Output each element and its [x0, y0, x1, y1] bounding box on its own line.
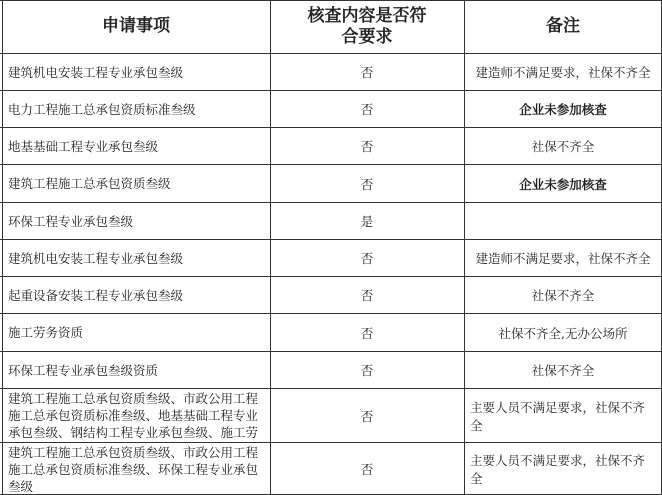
row-note: 社保不齐全	[531, 139, 595, 154]
row-item: 建筑工程施工总承包资质叁级、市政公用工程施工总承包资质标准叁级、环保工程专业承包叁级	[8, 445, 259, 494]
row-result: 否	[360, 288, 374, 303]
row-note: 社保不齐全	[531, 288, 595, 303]
row-note: 企业未参加核查	[519, 102, 607, 117]
table-row	[0, 389, 662, 443]
row-item: 地基基础工程专业承包叁级	[8, 138, 159, 154]
header-check-result: 核查内容是否符合要求	[307, 5, 427, 47]
row-note: 企业未参加核查	[519, 176, 607, 192]
row-note: 社保不齐全,无办公场所	[498, 325, 628, 341]
row-result: 否	[360, 461, 374, 477]
row-result: 否	[360, 176, 374, 192]
row-item: 建筑机电安装工程专业承包叁级	[8, 250, 184, 266]
row-item: 电力工程施工总承包资质标准叁级	[8, 101, 196, 117]
row-note	[464, 203, 662, 239]
row-result: 是	[360, 214, 374, 229]
column-divider	[464, 0, 465, 495]
row-note: 主要人员不满足要求，社保不齐全	[470, 452, 646, 486]
row-item: 建筑工程施工总承包资质叁级、市政公用工程施工总承包资质标准叁级、地基基础工程专业承包叁级、钢结构工程专业承包叁级、施工劳	[8, 391, 259, 440]
row-item: 环保工程专业承包叁级资质	[8, 362, 159, 378]
row-result: 否	[360, 251, 374, 266]
row-result: 否	[360, 325, 374, 341]
table-row	[0, 91, 662, 128]
row-item: 施工劳务资质	[8, 325, 84, 340]
table-row	[0, 54, 662, 91]
row-item: 建筑机电安装工程专业承包叁级	[8, 64, 184, 80]
row-note: 主要人员不满足要求，社保不齐全	[470, 399, 646, 433]
table-row	[0, 277, 662, 314]
row-item: 建筑工程施工总承包资质叁级	[8, 176, 171, 191]
row-note: 建造师不满足要求，社保不齐全	[475, 251, 651, 266]
table-row	[0, 240, 662, 277]
row-item: 环保工程专业承包叁级	[8, 213, 134, 229]
row-result: 否	[360, 102, 374, 117]
column-divider	[270, 0, 271, 495]
row-result: 否	[360, 363, 374, 378]
table-row	[0, 352, 662, 389]
table-row	[0, 203, 662, 240]
row-item: 起重设备安装工程专业承包叁级	[8, 287, 184, 303]
row-result: 否	[360, 408, 374, 424]
row-result: 否	[360, 65, 374, 80]
header-application-item: 申请事项	[102, 16, 170, 36]
row-note: 社保不齐全	[531, 363, 595, 378]
header-remarks: 备注	[546, 16, 580, 36]
table-header-row	[0, 0, 662, 54]
table-row	[0, 128, 662, 165]
row-result: 否	[360, 139, 374, 154]
table-row	[0, 165, 662, 203]
row-note: 建造师不满足要求，社保不齐全	[475, 65, 651, 80]
table-left-border	[2, 0, 3, 495]
table-row	[0, 314, 662, 352]
table-row	[0, 443, 662, 495]
